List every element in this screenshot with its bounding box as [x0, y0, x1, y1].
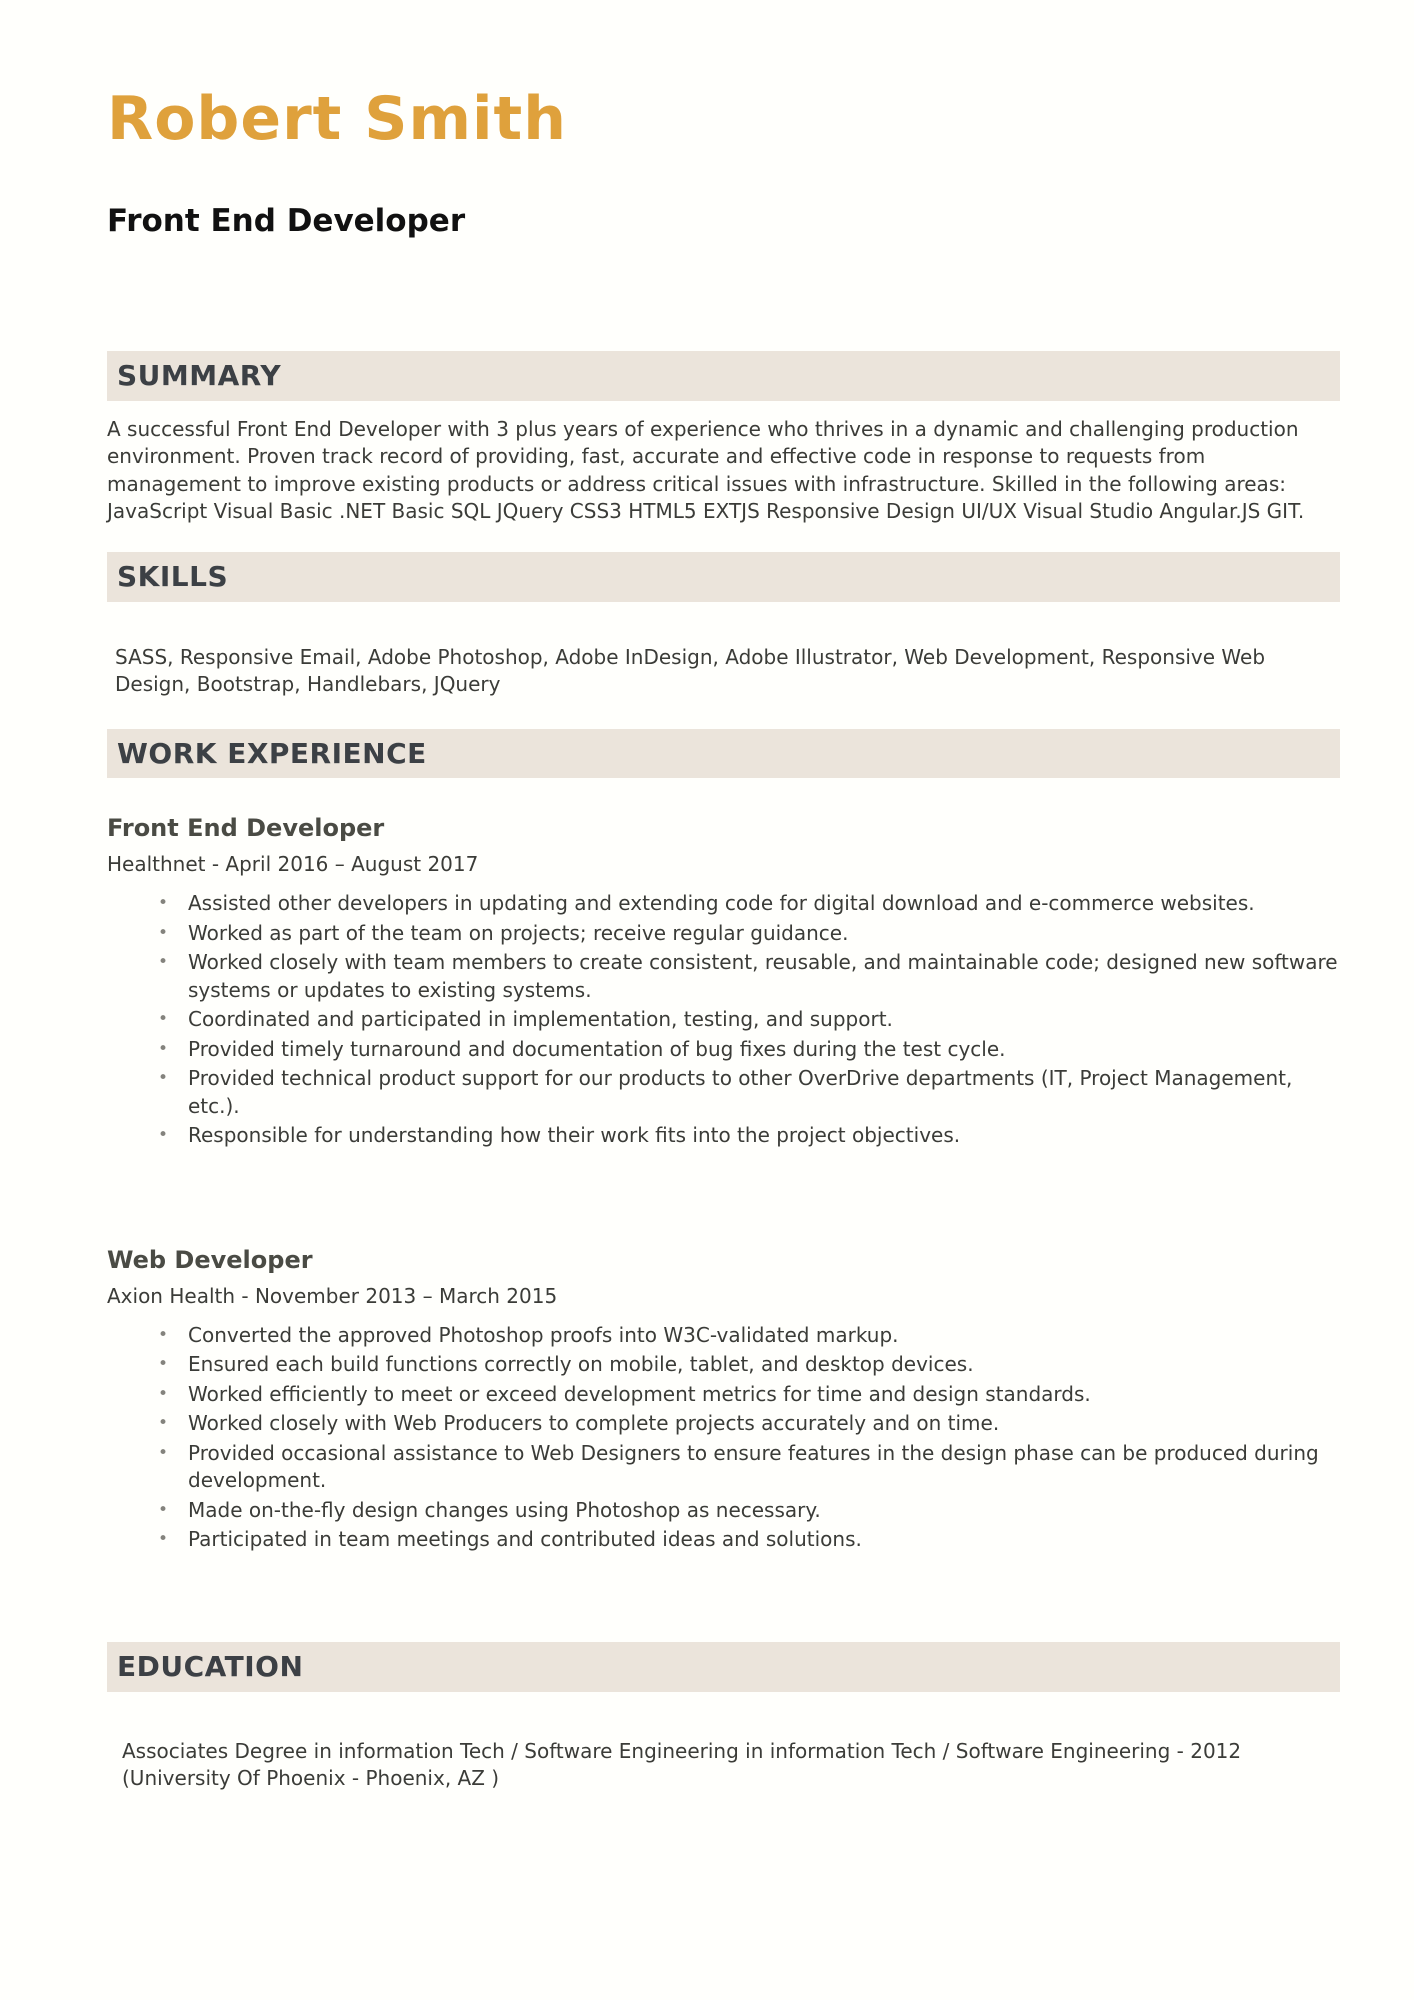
skills-section-heading: SKILLS [107, 552, 1340, 602]
work-experience-section-heading: WORK EXPERIENCE [107, 729, 1340, 779]
bullet-item: • Coordinated and participated in implementation, testing, and support. [158, 1006, 1340, 1034]
skills-text: SASS, Responsive Email, Adobe Photoshop, Adobe InDesign, Adobe Illustrator, Web Development, Responsive Web Design, Bootstrap, Handlebars, JQuery [115, 644, 1266, 697]
education-section-heading: EDUCATION [107, 1642, 1340, 1692]
job-title: Web Developer [107, 1245, 313, 1274]
bullet-item: • Made on-the-fly design changes using Photoshop as necessary. [158, 1497, 1340, 1525]
candidate-title: Front End Developer [107, 203, 466, 239]
bullet-item: • Ensured each build functions correctly on mobile, tablet, and desktop devices. [158, 1351, 1340, 1379]
bullet-item: • Worked as part of the team on projects; receive regular guidance. [158, 920, 1340, 948]
job-entry [107, 1246, 1340, 1554]
bullet-item: • Worked closely with team members to create consistent, reusable, and maintainable code; designed new software systems or updates to existing systems. [158, 949, 1340, 1004]
bullet-item: • Assisted other developers in updating and extending code for digital download and e-commerce websites. [158, 890, 1340, 918]
bullet-item: • Provided occasional assistance to Web Designers to ensure features in the design phase can be produced during development. [158, 1440, 1340, 1495]
job-bullet-list [107, 890, 1340, 1150]
summary-section-heading: SUMMARY [107, 351, 1340, 401]
candidate-name: Robert Smith [107, 84, 567, 154]
bullet-item: • Worked closely with Web Producers to complete projects accurately and on time. [158, 1410, 1340, 1438]
bullet-item: • Participated in team meetings and contributed ideas and solutions. [158, 1526, 1340, 1554]
job-company-dates: Healthnet - April 2016 – August 2017 [107, 852, 479, 877]
job-title: Front End Developer [107, 814, 385, 843]
bullet-item: • Responsible for understanding how their work fits into the project objectives. [158, 1122, 1340, 1150]
bullet-item: • Converted the approved Photoshop proofs into W3C-validated markup. [158, 1322, 1340, 1350]
education-text: Associates Degree in information Tech / Software Engineering in information Tech / Software Engineering - 2012 (University Of Phoenix - Phoenix, AZ ) [122, 1738, 1242, 1791]
bullet-item: • Provided timely turnaround and documentation of bug fixes during the test cycle. [158, 1036, 1340, 1064]
bullet-item: • Worked efficiently to meet or exceed development metrics for time and design standards. [158, 1381, 1340, 1409]
summary-text: A successful Front End Developer with 3 plus years of experience who thrives in a dynamic and challenging production environment. Proven track record of providing, fast, accurate and effective code in response to requests from management to improve existing products or address critical issues with infrastructure. Skilled in the following areas: JavaScript Visual Basic .NET Basic SQL JQuery CSS3 HTML5 EXTJS Responsive Design UI/UX Visual Studio Angular.JS GIT. [107, 416, 1305, 524]
job-entry [107, 814, 1340, 1150]
job-company-dates: Axion Health - November 2013 – March 2015 [107, 1283, 558, 1308]
job-bullet-list [107, 1322, 1340, 1554]
bullet-item: • Provided technical product support for our products to other OverDrive departments (IT, Project Management, etc.). [158, 1065, 1340, 1120]
